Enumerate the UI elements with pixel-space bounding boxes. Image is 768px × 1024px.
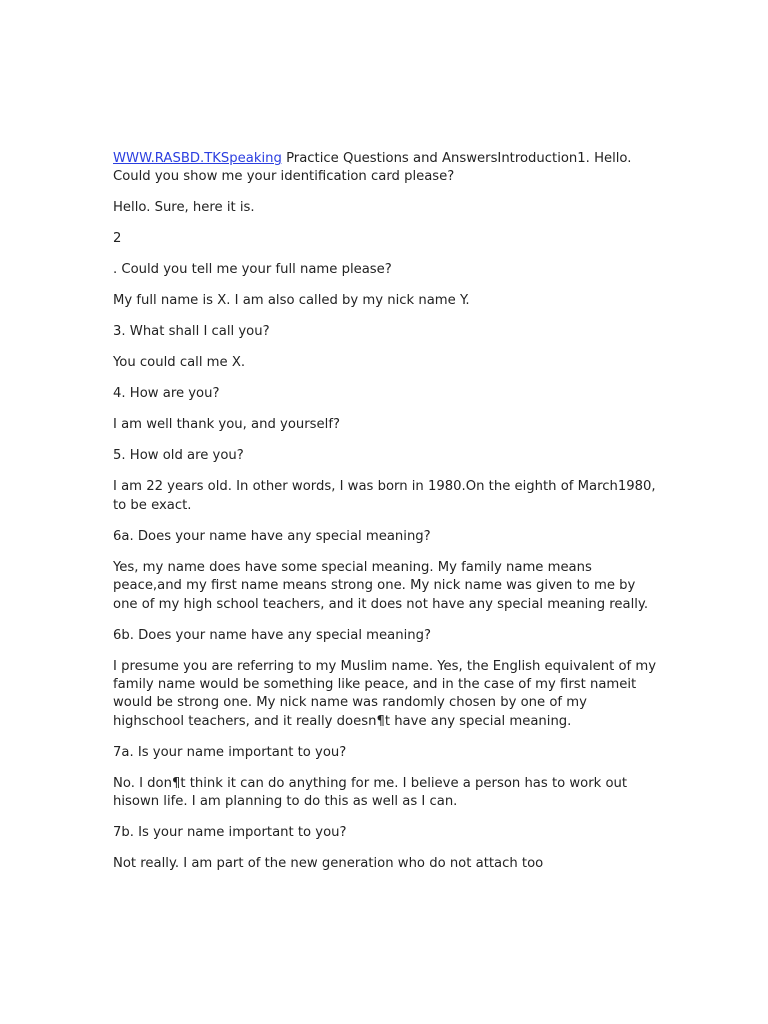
answer-5: I am 22 years old. In other words, I was born in 1980.On the eighth of March1980, to be exact. [113, 479, 656, 513]
answer-7b: Not really. I am part of the new generation who do not attach too [113, 856, 544, 872]
document-page [113, 150, 658, 886]
answer-6b: I presume you are referring to my Muslim name. Yes, the English equivalent of my family name would be something like peace, and in the case of my first nameit would be strong one. My nick name was randomly chosen by one of my highschool teachers, and it really doesn¶t have any special meaning. [113, 658, 657, 729]
header-text: Practice Questions and AnswersIntroduction1. Hello. Could you show me your identification card please? [113, 151, 632, 185]
question-6b: 6b. Does your name have any special meaning? [113, 627, 431, 643]
question-number-2: 2 [113, 231, 122, 247]
question-5: 5. How old are you? [113, 448, 244, 464]
question-3: 3. What shall I call you? [113, 324, 270, 340]
question-4: 4. How are you? [113, 386, 220, 402]
answer-3: You could call me X. [113, 355, 246, 371]
answer-2: My full name is X. I am also called by my nick name Y. [113, 293, 470, 309]
question-7a: 7a. Is your name important to you? [113, 744, 347, 760]
question-6a: 6a. Does your name have any special meaning? [113, 528, 431, 544]
answer-6a: Yes, my name does have some special meaning. My family name means peace,and my first name means strong one. My nick name was given to me by one of my high school teachers, and it does not have any special meaning really. [113, 559, 649, 612]
answer-7a: No. I don¶t think it can do anything for me. I believe a person has to work out hisown life. I am planning to do this as well as I can. [113, 775, 628, 810]
answer-4: I am well thank you, and yourself? [113, 417, 340, 433]
source-link[interactable]: WWW.RASBD.TKSpeaking [113, 151, 282, 166]
question-7b: 7b. Is your name important to you? [113, 825, 347, 841]
header-paragraph [113, 150, 658, 187]
question-2: . Could you tell me your full name please? [113, 262, 392, 278]
answer-1: Hello. Sure, here it is. [113, 200, 255, 216]
